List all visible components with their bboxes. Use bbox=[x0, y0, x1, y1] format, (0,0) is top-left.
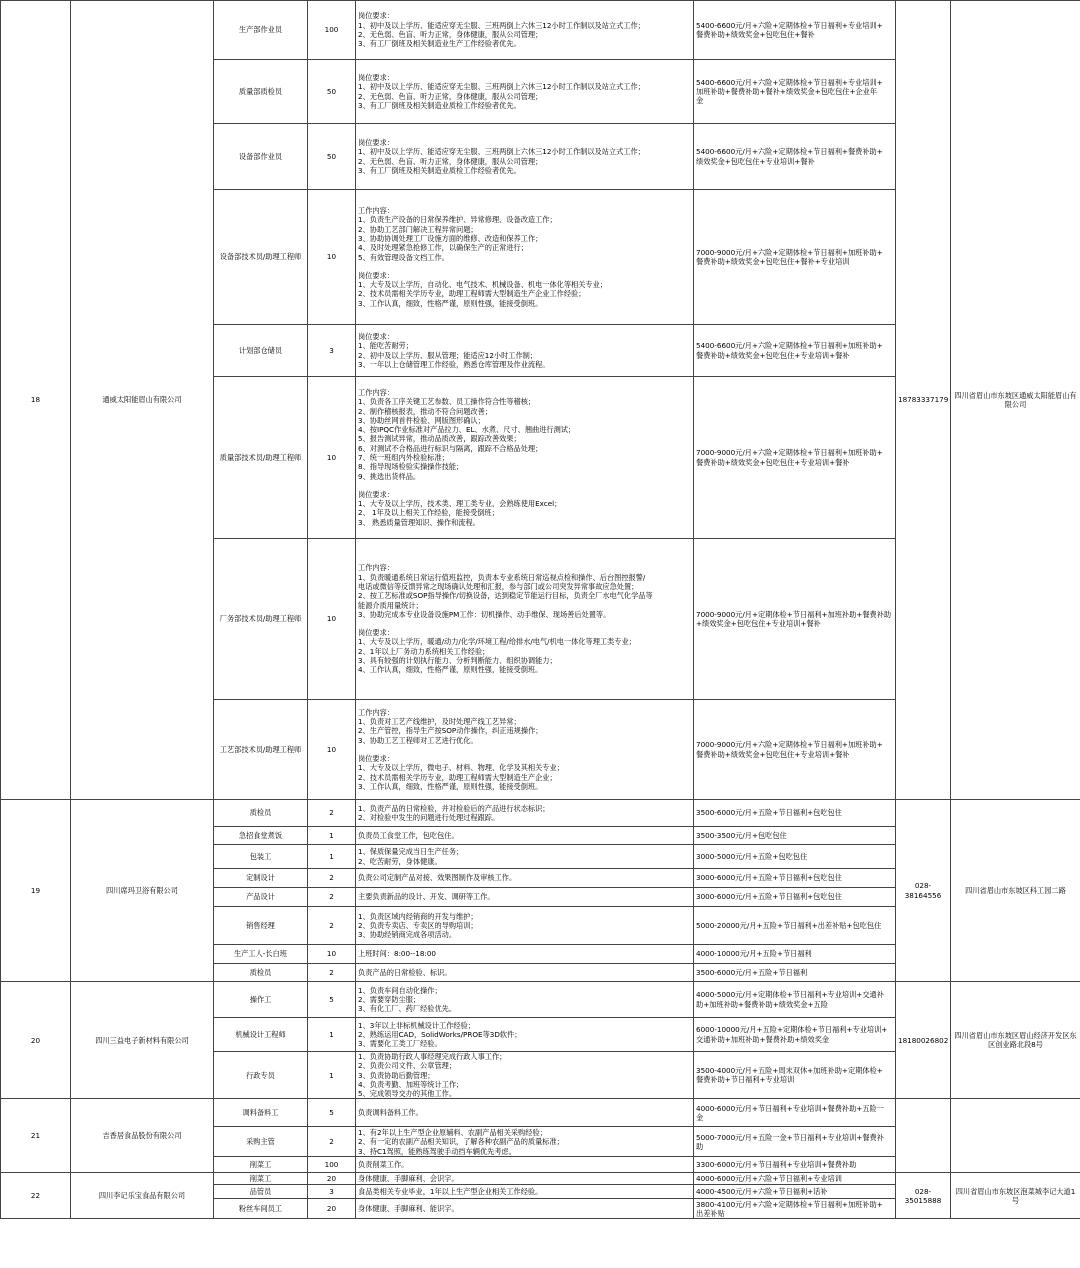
job-requirements-line: 身体健康、手脚麻利、能识字。 bbox=[358, 1204, 459, 1214]
salary-benefits-line: 助 bbox=[696, 1141, 704, 1151]
job-requirements-line: 能源介质用量统计； bbox=[358, 600, 423, 610]
salary-benefits-line: 3000-6000元/月+五险+节日福利+包吃包住 bbox=[696, 892, 842, 902]
job-requirements-line: 5、有效管理设备文档工作。 bbox=[358, 252, 449, 262]
job-requirements-line: 1、负责产品的日常检验，并对检验后的产品进行状态标识； bbox=[358, 803, 550, 813]
job-requirements-line: 1、负责暖通系统日常运行值班监控，负责本专业系统日常巡视点检和操作、后台图控报警/ bbox=[358, 572, 646, 582]
salary-benefits bbox=[694, 377, 896, 539]
headcount: 10 bbox=[308, 539, 356, 700]
company-number: 20 bbox=[1, 982, 71, 1099]
job-requirements-line: 5、完成领导交办的其他工作。 bbox=[358, 1089, 457, 1099]
salary-benefits-line: 加班补助+餐费补助+餐补+绩效奖金+包吃包住+企业年 bbox=[696, 86, 878, 96]
job-requirements-line: 2、无色弱、色盲、听力正常，身体健康，服从公司管理； bbox=[358, 30, 543, 39]
job-requirements-line: 2、技术员需相关学历专业，助理工程师需大型制造生产企业； bbox=[358, 772, 557, 782]
job-requirements-line: 1、3年以上非标机械设计工作经验； bbox=[358, 1020, 475, 1030]
job-requirements bbox=[356, 1157, 694, 1173]
job-requirements-line: 2、制作稽核报表，推动不符合问题改善； bbox=[358, 406, 492, 416]
job-requirements-line: 2、熟练运用CAD，SolidWorks/PROE等3D软件； bbox=[358, 1029, 522, 1039]
contact-phone: 18783337179 bbox=[896, 1, 951, 800]
headcount: 5 bbox=[308, 982, 356, 1018]
job-title: 销售经理 bbox=[214, 907, 308, 945]
headcount: 2 bbox=[308, 1127, 356, 1157]
table-row bbox=[1, 1173, 1080, 1185]
job-requirements-line: 身体健康、手脚麻利、会识字。 bbox=[358, 1174, 459, 1184]
job-title: 生产部作业员 bbox=[214, 1, 308, 60]
job-requirements-line: 2、负责专卖店、专卖区的导购培训； bbox=[358, 920, 478, 930]
salary-benefits-line: 5000-20000元/月+五险+节日福利+出差补贴+包吃包住 bbox=[696, 920, 882, 930]
job-requirements-line: 2、无色弱、色盲、听力正常，身体健康，服从公司管理； bbox=[358, 156, 543, 166]
job-requirements bbox=[356, 325, 694, 377]
salary-benefits-line: 7000-9000元/月+定期体检+节日福利+加班补助+餐费补助 bbox=[696, 609, 892, 619]
job-title: 品管员 bbox=[214, 1185, 308, 1199]
job-requirements-line: 1、负责生产设备的日常保养维护、异常修理、设备改造工作； bbox=[358, 215, 557, 225]
job-requirements-line: 主要负责新品的设计、开发、调研等工作。 bbox=[358, 892, 495, 902]
job-requirements bbox=[356, 190, 694, 325]
headcount: 2 bbox=[308, 888, 356, 907]
job-requirements-line: 3、有工厂倒班及相关制造业质检工作经验者优先。 bbox=[358, 165, 521, 175]
salary-benefits-line: 餐费补助+节日福利+专业培训 bbox=[696, 1075, 795, 1085]
job-requirements bbox=[356, 1185, 694, 1199]
job-requirements-line: 1、负责车间自动化操作； bbox=[358, 985, 442, 995]
job-requirements-line: 食品类相关专业毕业，1年以上生产型企业相关工作经验。 bbox=[358, 1187, 543, 1197]
salary-benefits bbox=[694, 964, 896, 982]
company-name: 四川李记乐宝食品有限公司 bbox=[71, 1173, 214, 1219]
job-requirements-line: 3、协助完成本专业设备设施PM工作：切机操作、动手维保、现场善后处置等。 bbox=[358, 609, 611, 619]
salary-benefits bbox=[694, 982, 896, 1018]
company-name: 四川三益电子新材料有限公司 bbox=[71, 982, 214, 1099]
job-requirements-line: 3、协助丝网首件检验、网版图形确认； bbox=[358, 415, 485, 425]
salary-benefits-line: 交通补助+加班补助+餐费补助+绩效奖金 bbox=[696, 1034, 830, 1044]
job-requirements-line: 岗位要求： bbox=[358, 754, 394, 763]
job-requirements-line: 工作内容： bbox=[358, 707, 394, 717]
job-requirements bbox=[356, 1199, 694, 1219]
job-requirements bbox=[356, 1173, 694, 1185]
salary-benefits bbox=[694, 700, 896, 800]
headcount: 2 bbox=[308, 800, 356, 827]
salary-benefits bbox=[694, 1127, 896, 1157]
salary-benefits bbox=[694, 827, 896, 845]
job-requirements-line: 岗位要求： bbox=[358, 489, 394, 499]
company-address: 四川省眉山市东坡区泡菜城李记大道1号 bbox=[951, 1173, 1080, 1219]
job-requirements bbox=[356, 800, 694, 827]
job-requirements bbox=[356, 945, 694, 964]
job-requirements-line: 岗位要求： bbox=[358, 331, 394, 341]
company-address: 四川省眉山市东坡区通威太阳能眉山有限公司 bbox=[951, 1, 1080, 800]
salary-benefits-line: 4000-4500元/月+六险+节日福利+话补 bbox=[696, 1187, 828, 1197]
job-requirements-line: 3、 熟悉质量管理知识、操作和流程。 bbox=[358, 517, 480, 527]
headcount: 20 bbox=[308, 1199, 356, 1219]
salary-benefits bbox=[694, 945, 896, 964]
job-requirements bbox=[356, 539, 694, 700]
job-requirements-line: 2、协助工艺部门解决工程异常问题； bbox=[358, 224, 478, 234]
job-requirements-line bbox=[358, 262, 691, 271]
company-number: 19 bbox=[1, 800, 71, 982]
salary-benefits bbox=[694, 1199, 896, 1219]
salary-benefits-line: 3500-6000元/月+五险+节日福利 bbox=[696, 967, 808, 977]
salary-benefits-line: 出差补贴 bbox=[696, 1208, 725, 1218]
salary-benefits bbox=[694, 124, 896, 190]
salary-benefits bbox=[694, 1099, 896, 1127]
headcount: 10 bbox=[308, 945, 356, 964]
company-name: 四川席玛卫浴有限公司 bbox=[71, 800, 214, 982]
job-requirements bbox=[356, 1052, 694, 1099]
job-requirements-line bbox=[358, 481, 691, 490]
headcount: 2 bbox=[308, 907, 356, 945]
job-requirements-line: 岗位要求： bbox=[358, 137, 394, 147]
headcount: 50 bbox=[308, 60, 356, 124]
salary-benefits-line: 5400-6600元/月+六险+定期体检+节日福利+专业培训+ bbox=[696, 77, 883, 87]
salary-benefits-line: 餐费补助+绩效奖金+包吃包住+专业培训+餐补 bbox=[696, 350, 850, 360]
job-requirements-line: 6、对测试不合格品进行标识与隔离，跟踪不合格品处理； bbox=[358, 443, 543, 453]
job-requirements-line: 3、协助协调处理工厂设施方面的维修、改造和保养工作； bbox=[358, 233, 543, 243]
job-requirements-line: 2、1年以上厂务动力系统相关工作经验； bbox=[358, 646, 490, 656]
job-requirements bbox=[356, 964, 694, 982]
job-requirements-line: 1、初中及以上学历、能适应穿无尘服、三班两倒上六休三12小时工作制以及站立式工作； bbox=[358, 20, 645, 30]
salary-benefits-line: 7000-9000元/月+六险+定期体检+节日福利+加班补助+ bbox=[696, 247, 883, 257]
job-requirements bbox=[356, 700, 694, 800]
job-requirements-line: 3、负责协助后勤管理； bbox=[358, 1070, 435, 1080]
salary-benefits bbox=[694, 1157, 896, 1173]
job-requirements-line: 1、大专及以上学历，暖通/动力/化学/环境工程/给排水/电气/机电一体化等理工类专业； bbox=[358, 637, 636, 647]
job-requirements bbox=[356, 827, 694, 845]
job-requirements-line: 1、初中及以上学历、能适应穿无尘服、三班两倒上六休三12小时工作制以及站立式工作； bbox=[358, 147, 645, 157]
job-requirements-line: 1、保质保量完成当日生产任务； bbox=[358, 847, 464, 857]
salary-benefits-line: 餐费补助+绩效奖金+包吃包住+专业培训+餐补 bbox=[696, 457, 850, 467]
salary-benefits-line: 金 bbox=[696, 1112, 704, 1122]
job-title: 质量部质检员 bbox=[214, 60, 308, 124]
company-number: 22 bbox=[1, 1173, 71, 1219]
headcount: 100 bbox=[308, 1157, 356, 1173]
job-requirements-line: 2、吃苦耐劳，身体健康。 bbox=[358, 856, 442, 866]
job-requirements-line: 3、一年以上仓储管理工作经验，熟悉仓库管理及作业流程。 bbox=[358, 359, 550, 369]
job-requirements-line: 2、初中及以上学历、服从管理；能适应12小时工作制； bbox=[358, 350, 538, 360]
job-title: 调料备料工 bbox=[214, 1099, 308, 1127]
job-requirements-line: 3、有工厂倒班及相关制造业质检工作经验者优先。 bbox=[358, 100, 521, 110]
salary-benefits bbox=[694, 1185, 896, 1199]
table-row bbox=[1, 800, 1080, 827]
salary-benefits bbox=[694, 907, 896, 945]
salary-benefits bbox=[694, 869, 896, 888]
job-title: 设备部作业员 bbox=[214, 124, 308, 190]
salary-benefits bbox=[694, 1018, 896, 1052]
job-requirements-line: 1、大专及以上学历，微电子、材料、物理、化学及其相关专业； bbox=[358, 763, 564, 773]
job-requirements bbox=[356, 907, 694, 945]
job-requirements-line: 工作内容： bbox=[358, 387, 394, 397]
headcount: 1 bbox=[308, 1052, 356, 1099]
contact-phone bbox=[896, 1099, 951, 1173]
job-requirements-line: 1、能吃苦耐劳； bbox=[358, 341, 413, 351]
job-requirements-line: 工作内容： bbox=[358, 206, 394, 216]
salary-benefits-line: 助+加班补助+餐费补助+绩效奖金+五险 bbox=[696, 999, 828, 1009]
job-requirements-line: 5、报告测试异常，推动品质改善，跟踪改善效果； bbox=[358, 434, 521, 444]
job-requirements-line: 2、有一定的农副产品相关知识，了解各种农副产品的质量标准； bbox=[358, 1137, 564, 1147]
job-requirements bbox=[356, 1, 694, 60]
salary-benefits bbox=[694, 1, 896, 60]
job-requirements-line: 2、技术员需相关学历专业，助理工程师需大型制造生产企业工作经验； bbox=[358, 289, 586, 299]
job-requirements-line: 电话或微信等反馈异常之现场确认处理和汇报，参与部门或公司突发异常事故应急处置； bbox=[358, 581, 639, 591]
job-title: 质检员 bbox=[214, 800, 308, 827]
job-requirements-line: 岗位要求： bbox=[358, 72, 394, 82]
job-title: 削菜工 bbox=[214, 1173, 308, 1185]
salary-benefits bbox=[694, 845, 896, 869]
job-requirements-line: 2、 1年及以上相关工作经验，能接受倒班； bbox=[358, 508, 499, 518]
salary-benefits-line: 6000-10000元/月+五险+定期体检+节日福利+专业培训+ bbox=[696, 1025, 888, 1035]
salary-benefits-line: 金 bbox=[696, 96, 704, 106]
headcount: 10 bbox=[308, 377, 356, 539]
salary-benefits-line: 3000-6000元/月+五险+节日福利+包吃包住 bbox=[696, 873, 842, 883]
headcount: 50 bbox=[308, 124, 356, 190]
salary-benefits-line: 5400-6600元/月+六险+定期体检+节日福利+专业培训+ bbox=[696, 20, 883, 30]
job-requirements-line: 1、大专及以上学历，自动化、电气技术、机械设备、机电一体化等相关专业； bbox=[358, 280, 607, 290]
company-name: 吉香居食品股份有限公司 bbox=[71, 1099, 214, 1173]
salary-benefits bbox=[694, 1052, 896, 1099]
salary-benefits-line: 3800-4100元/月+六险+定期体检+节日福利+加班补助+ bbox=[696, 1199, 883, 1209]
job-requirements-line: 1、负责各工序关键工艺参数、员工操作符合性等稽核； bbox=[358, 397, 536, 407]
salary-benefits-line: 餐费补助+绩效奖金+包吃包住+餐补 bbox=[696, 30, 815, 39]
job-requirements bbox=[356, 888, 694, 907]
job-requirements bbox=[356, 377, 694, 539]
job-requirements bbox=[356, 124, 694, 190]
job-requirements-line: 3、具有较强的计划执行能力、分析判断能力、组织协调能力； bbox=[358, 656, 557, 666]
job-requirements bbox=[356, 1127, 694, 1157]
salary-benefits-line: +绩效奖金+包吃包住+专业培训+餐补 bbox=[696, 619, 821, 628]
company-name: 通威太阳能眉山有限公司 bbox=[71, 1, 214, 800]
headcount: 10 bbox=[308, 190, 356, 325]
job-title: 采购主管 bbox=[214, 1127, 308, 1157]
job-requirements bbox=[356, 1099, 694, 1127]
salary-benefits bbox=[694, 539, 896, 700]
headcount: 1 bbox=[308, 845, 356, 869]
job-requirements-line: 1、负责对工艺产线维护，及时处理产线工艺异常； bbox=[358, 717, 521, 727]
company-address: 四川省眉山市东坡区眉山经济开发区东区创业路北段8号 bbox=[951, 982, 1080, 1099]
job-requirements-line: 9、挑选出货样品。 bbox=[358, 471, 421, 481]
job-requirements bbox=[356, 845, 694, 869]
job-requirements-line: 4、工作认真，细致，性格严谨，原则性强，能接受倒班。 bbox=[358, 665, 543, 675]
job-requirements-line: 负责员工食堂工作，包吃包住。 bbox=[358, 830, 459, 840]
job-requirements-line: 3、工作认真，细致，性格严谨，原则性强，能接受倒班。 bbox=[358, 298, 543, 308]
job-title: 削菜工 bbox=[214, 1157, 308, 1173]
job-requirements-line: 3、有工厂倒班及相关制造业生产工作经验者优先。 bbox=[358, 39, 521, 49]
company-address bbox=[951, 1099, 1080, 1173]
salary-benefits-line: 3500-4000元/月+五险+周末双休+加班补助+定期体检+ bbox=[696, 1065, 883, 1075]
job-title: 计划部仓储员 bbox=[214, 325, 308, 377]
job-title: 急招食堂煮饭 bbox=[214, 827, 308, 845]
job-title: 定制设计 bbox=[214, 869, 308, 888]
job-title: 包装工 bbox=[214, 845, 308, 869]
salary-benefits-line: 7000-9000元/月+六险+定期体检+节日福利+加班补助+ bbox=[696, 448, 883, 458]
job-title: 生产工人-长白班 bbox=[214, 945, 308, 964]
salary-benefits-line: 5000-7000元/月+五险一金+节日福利+专业培训+餐费补 bbox=[696, 1132, 884, 1142]
job-requirements-line: 2、需要穿防尘服； bbox=[358, 994, 421, 1004]
job-requirements-line: 3、协助工艺工程师对工艺进行优化。 bbox=[358, 735, 478, 745]
job-requirements-line: 8、指导现场检验实操操作技能； bbox=[358, 462, 464, 472]
salary-benefits-line: 绩效奖金+包吃包住+专业培训+餐补 bbox=[696, 156, 815, 166]
job-requirements-line: 负责公司定制产品对接、效果图制作及审核工作。 bbox=[358, 873, 517, 883]
salary-benefits bbox=[694, 1173, 896, 1185]
contact-phone: 18180026802 bbox=[896, 982, 951, 1099]
job-requirements-line: 2、无色弱、色盲、听力正常，身体健康，服从公司管理； bbox=[358, 91, 543, 101]
job-requirements-line: 负责产品的日常检验、标识。 bbox=[358, 967, 452, 977]
job-requirements-line: 3、工作认真，细致，性格严谨，原则性强，能接受倒班。 bbox=[358, 781, 543, 791]
job-requirements-line: 1、负责区域内经销商的开发与维护； bbox=[358, 911, 478, 921]
headcount: 3 bbox=[308, 1185, 356, 1199]
salary-benefits bbox=[694, 888, 896, 907]
job-requirements bbox=[356, 1018, 694, 1052]
job-title: 产品设计 bbox=[214, 888, 308, 907]
salary-benefits-line: 3500-6000元/月+五险+节日福利+包吃包住 bbox=[696, 808, 842, 818]
salary-benefits bbox=[694, 800, 896, 827]
job-title: 工艺部技术员/助理工程师 bbox=[214, 700, 308, 800]
salary-benefits-line: 4000-10000元/月+五险+节日福利 bbox=[696, 949, 812, 959]
job-requirements-line: 1、负责协助行政人事经理完成行政人事工作； bbox=[358, 1052, 507, 1061]
job-requirements-line: 4、及时处理紧急抢修工作，以确保生产的正常进行； bbox=[358, 243, 528, 253]
job-requirements-line: 岗位要求： bbox=[358, 628, 394, 638]
job-requirements bbox=[356, 60, 694, 124]
job-title: 机械设计工程师 bbox=[214, 1018, 308, 1052]
headcount: 100 bbox=[308, 1, 356, 60]
salary-benefits-line: 5400-6600元/月+六险+定期体检+节日福利+餐费补助+ bbox=[696, 147, 883, 157]
headcount: 3 bbox=[308, 325, 356, 377]
headcount: 1 bbox=[308, 1018, 356, 1052]
job-requirements-line: 3、持C1驾照，能熟练驾驶手动挡车辆优先考虑。 bbox=[358, 1146, 516, 1156]
salary-benefits-line: 5400-6600元/月+六险+定期体检+节日福利+加班补助+ bbox=[696, 341, 883, 351]
company-number: 18 bbox=[1, 1, 71, 800]
job-requirements-line: 1、初中及以上学历、能适应穿无尘服、三班两倒上六休三12小时工作制以及站立式工作； bbox=[358, 82, 645, 92]
salary-benefits-line: 7000-9000元/月+六险+定期体检+节日福利+加班补助+ bbox=[696, 740, 883, 750]
headcount: 20 bbox=[308, 1173, 356, 1185]
headcount: 2 bbox=[308, 964, 356, 982]
job-requirements-line: 7、统一班组内外检验标准； bbox=[358, 453, 449, 462]
job-requirements-line: 4、负责考勤、加班等统计工作； bbox=[358, 1079, 464, 1089]
job-title: 质量部技术员/助理工程师 bbox=[214, 377, 308, 539]
headcount: 10 bbox=[308, 700, 356, 800]
job-requirements-line: 4、按IPQC作业标准对产品拉力、EL、水煮、尺寸、翘曲进行测试； bbox=[358, 425, 576, 435]
table-row bbox=[1, 1, 1080, 60]
job-requirements-line: 3、需要化工类工厂经验。 bbox=[358, 1039, 442, 1049]
job-requirements-line: 1、大专及以上学历，技术类、理工类专业，会熟练使用Excel； bbox=[358, 499, 562, 509]
salary-benefits-line: 3500-3500元/月+包吃包住 bbox=[696, 830, 787, 840]
table-row bbox=[1, 982, 1080, 1018]
salary-benefits-line: 3000-5000元/月+五险+包吃包住 bbox=[696, 851, 808, 861]
headcount: 2 bbox=[308, 869, 356, 888]
job-requirements-line bbox=[358, 619, 691, 628]
job-requirements-line bbox=[358, 745, 691, 754]
salary-benefits bbox=[694, 190, 896, 325]
company-address: 四川省眉山市东坡区科工园二路 bbox=[951, 800, 1080, 982]
salary-benefits bbox=[694, 325, 896, 377]
job-requirements-line: 2、负责公司文件、公章管理； bbox=[358, 1061, 457, 1071]
salary-benefits-line: 餐费补助+绩效奖金+包吃包住+餐补+专业培训 bbox=[696, 257, 850, 266]
job-title: 操作工 bbox=[214, 982, 308, 1018]
company-number: 21 bbox=[1, 1099, 71, 1173]
job-requirements-line: 工作内容： bbox=[358, 563, 394, 573]
job-title: 行政专员 bbox=[214, 1052, 308, 1099]
contact-phone: 028-38164556 bbox=[896, 800, 951, 982]
job-requirements-line: 岗位要求： bbox=[358, 270, 394, 280]
job-requirements-line: 2、生产管控，指导生产按SOP动作操作，纠正违规操作； bbox=[358, 726, 543, 736]
job-requirements bbox=[356, 869, 694, 888]
job-title: 厂务部技术员/助理工程师 bbox=[214, 539, 308, 700]
salary-benefits-line: 餐费补助+绩效奖金+包吃包住+专业培训+餐补 bbox=[696, 749, 850, 759]
job-requirements-line: 岗位要求： bbox=[358, 11, 394, 21]
job-requirements-line: 1、有2年以上生产型企业原辅料、农副产品相关采购经验； bbox=[358, 1128, 547, 1138]
job-requirements-line: 3、有化工厂、药厂经验优先。 bbox=[358, 1004, 457, 1014]
contact-phone: 028-35015888 bbox=[896, 1173, 951, 1219]
salary-benefits-line: 3300-6000元/月+节日福利+专业培训+餐费补助 bbox=[696, 1160, 857, 1170]
job-title: 设备部技术员/助理工程师 bbox=[214, 190, 308, 325]
job-title: 质检员 bbox=[214, 964, 308, 982]
headcount: 5 bbox=[308, 1099, 356, 1127]
salary-benefits-line: 4000-6000元/月+六险+节日福利+专业培训 bbox=[696, 1174, 842, 1184]
salary-benefits-line: 4000-5000元/月+定期体检+节日福利+专业培训+交通补 bbox=[696, 990, 884, 1000]
table-row bbox=[1, 1099, 1080, 1127]
job-requirements-line: 上班时间：8:00--18:00 bbox=[358, 949, 436, 959]
job-requirements-line: 2、对检验中发生的问题进行处理过程跟踪。 bbox=[358, 813, 500, 822]
job-requirements-line: 2、按工艺标准或SOP指导操作/切换设备，达到稳定节能运行目标，负责全厂水电气化学品等 bbox=[358, 591, 653, 601]
salary-benefits-line: 4000-6000元/月+节日福利+专业培训+餐费补助+五险一 bbox=[696, 1103, 884, 1113]
job-title: 粉丝车间员工 bbox=[214, 1199, 308, 1219]
headcount: 1 bbox=[308, 827, 356, 845]
job-requirements-line: 负责削菜工作。 bbox=[358, 1160, 409, 1170]
job-requirements-line: 负责调料备料工作。 bbox=[358, 1108, 423, 1118]
job-requirements bbox=[356, 982, 694, 1018]
job-requirements-line: 3、协助经销商完成各项活动。 bbox=[358, 930, 457, 940]
salary-benefits bbox=[694, 60, 896, 124]
